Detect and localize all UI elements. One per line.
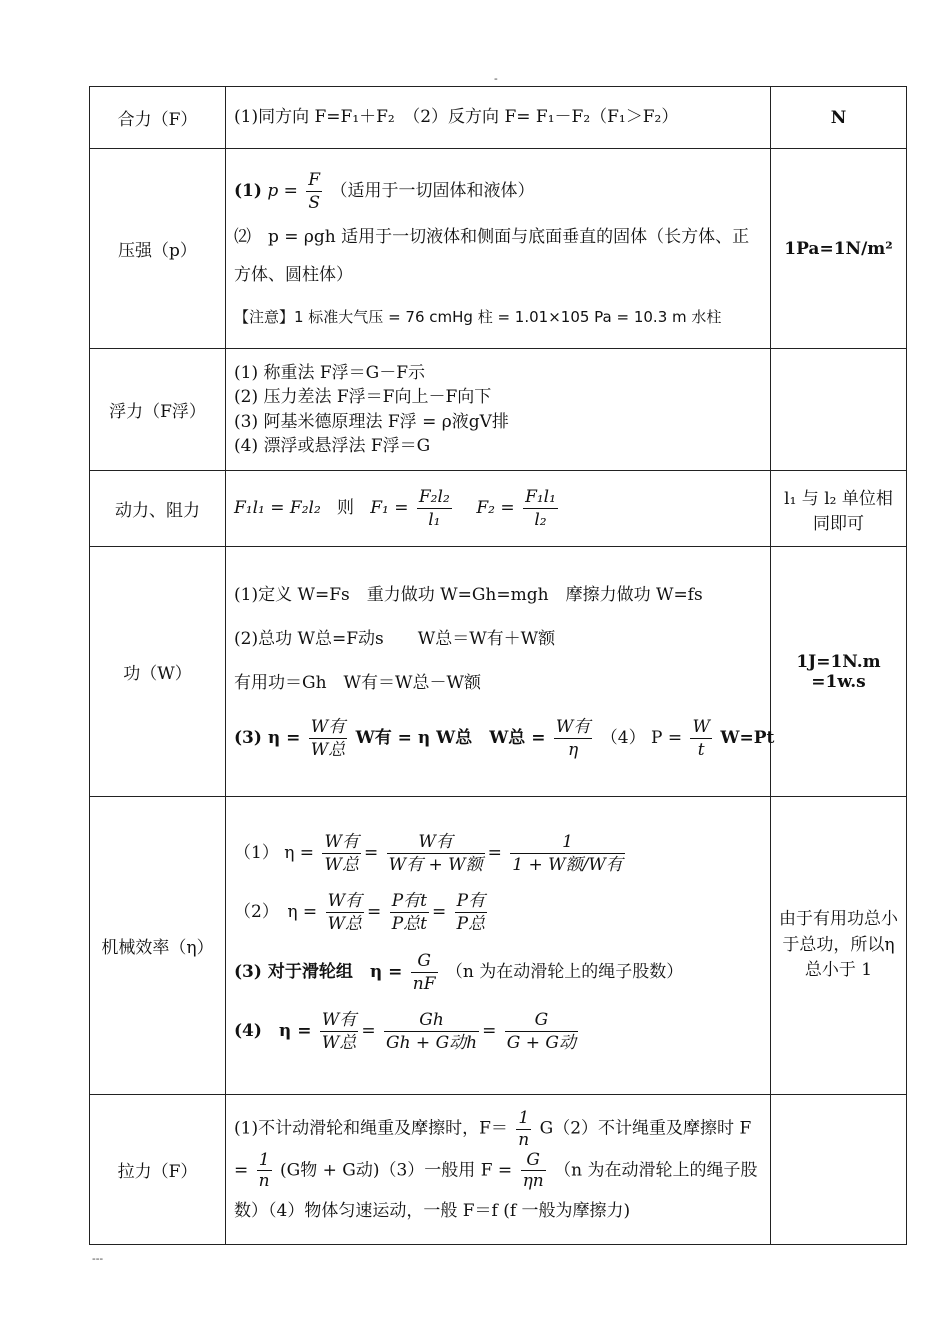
fraction-numerator: W有 — [322, 831, 360, 854]
row-formula — [226, 471, 771, 547]
row-unit — [771, 547, 907, 797]
unit-line: =1w.s — [811, 671, 866, 692]
table-row — [90, 1095, 907, 1245]
formula-text: W有 = η W总 W总 = — [355, 728, 546, 749]
fraction-numerator: W有 — [326, 890, 364, 913]
fraction-denominator: nF — [412, 973, 436, 994]
formula-note: （适用于一切固体和液体） — [330, 181, 535, 202]
formula-then: 则 — [337, 498, 354, 518]
fraction — [690, 716, 711, 761]
formula-line: ⑵ p = ρgh 适用于一切液体和侧面与底面垂直的固体（长方体、正方体、圆柱体） — [234, 227, 750, 286]
fraction — [411, 950, 438, 995]
table-row — [90, 797, 907, 1095]
fraction — [309, 716, 347, 761]
fraction — [521, 1150, 546, 1192]
formula-line — [234, 169, 762, 214]
formula-line — [234, 716, 775, 761]
fraction-denominator: W总 — [327, 914, 363, 935]
table-row — [90, 87, 907, 149]
fraction-numerator: W有 — [554, 716, 592, 739]
formula-line: (1)定义 W=Fs 重力做功 W=Gh=mgh 摩擦力做功 W=fs — [234, 584, 703, 605]
row-unit: 1Pa=1N/m² — [771, 149, 907, 349]
fraction — [455, 890, 487, 935]
row-formula — [226, 797, 771, 1095]
formula-label: （1） η = — [234, 843, 315, 864]
formula-main: F₁l₁ = F₂l₂ — [234, 498, 321, 518]
table-row — [90, 547, 907, 797]
formula-line — [234, 486, 762, 531]
formula-label: (4) η = — [234, 1020, 312, 1041]
fraction-numerator: W有 — [387, 831, 485, 854]
fraction — [306, 169, 322, 214]
fraction — [554, 716, 592, 761]
fraction — [505, 1009, 578, 1054]
fraction — [417, 486, 452, 531]
fraction — [326, 890, 364, 935]
fraction — [390, 890, 429, 935]
formula-line: (4) η = $\frac{\text{W有}}{\text{W总}}$ = $\frac{Gh}{\text{Gh + G动h}}$ = $\frac{G}{\text{G + G动}}$ — [234, 1009, 576, 1053]
fraction-denominator: S — [308, 193, 320, 214]
fraction-denominator: η — [568, 740, 579, 761]
formula-line: (2)总功 W总=F动s W总＝W有＋W额 — [234, 628, 556, 649]
formula-line — [234, 950, 762, 995]
row-formula — [226, 1095, 771, 1245]
fraction-numerator: 1 — [510, 831, 625, 854]
formula-line: (2) 压力差法 F浮＝F向上－F向下 — [234, 387, 492, 408]
fraction-numerator: G — [521, 1150, 546, 1171]
row-formula — [226, 547, 775, 797]
fraction — [510, 831, 625, 876]
fraction-numerator: W有 — [309, 716, 347, 739]
row-name: 机械效率（η） — [90, 797, 226, 1095]
row-formula — [226, 149, 771, 349]
fraction — [257, 1150, 272, 1192]
fraction-denominator: t — [697, 740, 705, 761]
formula-text: (G物 + G动)（3）一般用 F = — [280, 1160, 513, 1181]
row-name: 动力、阻力 — [90, 471, 226, 547]
fraction — [384, 1009, 479, 1054]
formula-text: （4） P = — [600, 728, 683, 749]
fraction-numerator: F₁l₁ — [523, 486, 558, 509]
formula-text: G（2）不计绳重及摩擦时 F = — [234, 1118, 752, 1181]
row-unit — [771, 349, 907, 471]
fraction — [523, 486, 558, 531]
row-unit: N — [771, 87, 907, 149]
formula-line: （2） η = $\frac{\text{W有}}{\text{W总}}$ = $\frac{\text{P有t}}{\text{P总t}}$ = $\frac{\text{P有}}{\text{P总}}$ — [234, 891, 486, 935]
row-unit — [771, 1095, 907, 1245]
row-name: 功（W） — [90, 547, 226, 797]
fraction-denominator: W有 + W额 — [388, 855, 483, 876]
formula-label: (3) η = — [234, 728, 301, 749]
fraction-denominator: l₁ — [428, 510, 441, 530]
formula-lhs: p = — [267, 181, 298, 202]
fraction-denominator: l₂ — [534, 510, 547, 530]
fraction-numerator: G — [505, 1009, 578, 1032]
formula-line: （1） η = $\frac{\text{W有}}{\text{W总}}$ = $\frac{\text{W有}}{\text{W有 + W额}}$ = $\frac{1}{\text{1 + W额/W有}}$ — [234, 832, 623, 876]
formula-label: （2） η = — [234, 902, 318, 923]
row-name: 合力（F） — [90, 87, 226, 149]
fraction-numerator: F — [306, 169, 322, 192]
fraction-numerator: G — [411, 950, 438, 973]
row-formula — [226, 349, 771, 471]
fraction — [320, 1009, 358, 1054]
table-row — [90, 149, 907, 349]
formula-line: (1) 称重法 F浮＝G－F示 — [234, 363, 426, 384]
formula-lhs: F₂ = — [476, 498, 515, 518]
fraction-denominator: n — [518, 1129, 530, 1150]
fraction-denominator: Gh + G动h — [386, 1032, 478, 1053]
fraction-denominator: W总 — [321, 1032, 357, 1053]
formula-note: 【注意】1 标准大气压 = 76 cmHg 柱 = 1.01×105 Pa = 10.3 m 水柱 — [234, 308, 722, 327]
row-name: 压强（p） — [90, 149, 226, 349]
fraction-numerator: P有 — [455, 890, 487, 913]
formula-line: 有用功＝Gh W有＝W总－W额 — [234, 672, 481, 693]
row-unit: l₁ 与 l₂ 单位相同即可 — [771, 471, 907, 547]
formula-line: (1)同方向 F=F₁＋F₂ （2）反方向 F= F₁－F₂（F₁＞F₂） — [234, 107, 679, 128]
fraction-denominator: ηn — [522, 1171, 544, 1192]
fraction-numerator: W — [690, 716, 711, 739]
row-formula — [226, 87, 771, 149]
formula-text: W=Pt — [720, 728, 775, 749]
row-unit: 由于有用功总小于总功，所以η总小于 1 — [771, 797, 907, 1095]
physics-formula-table — [89, 86, 907, 1245]
fraction-denominator: P总 — [456, 914, 486, 935]
fraction-numerator: 1 — [516, 1108, 531, 1129]
unit-line: 1J=1N.m — [796, 651, 881, 672]
fraction-denominator: 1 + W额/W有 — [512, 855, 623, 876]
fraction-denominator: P总t — [391, 914, 427, 935]
formula-line: (3) 阿基米德原理法 F浮 = ρ液gV排 — [234, 411, 509, 432]
fraction-numerator: P有t — [390, 890, 429, 913]
fraction-denominator: W总 — [324, 855, 359, 876]
formula-number: (1) — [234, 181, 262, 202]
fraction — [322, 831, 360, 876]
table-row — [90, 471, 907, 547]
page-header-mark: - — [494, 72, 498, 85]
fraction-numerator: W有 — [320, 1009, 358, 1032]
fraction-denominator: n — [258, 1171, 270, 1192]
row-name: 拉力（F） — [90, 1095, 226, 1245]
fraction-numerator: Gh — [384, 1009, 479, 1032]
fraction — [387, 831, 485, 876]
page-footer-mark: --- — [92, 1252, 104, 1265]
fraction — [516, 1108, 531, 1150]
formula-line: (4) 漂浮或悬浮法 F浮＝G — [234, 435, 431, 456]
fraction-numerator: F₂l₂ — [417, 486, 452, 509]
formula-text: (1)不计动滑轮和绳重及摩擦时，F＝ — [234, 1118, 508, 1139]
formula-label: (3) 对于滑轮组 η = — [234, 961, 403, 982]
fraction-numerator: 1 — [257, 1150, 272, 1171]
fraction-denominator: W总 — [310, 740, 346, 761]
row-name: 浮力（F浮） — [90, 349, 226, 471]
table-row — [90, 349, 907, 471]
fraction-denominator: G + G动 — [506, 1032, 576, 1053]
formula-lhs: F₁ = — [370, 498, 409, 518]
formula-note: （n 为在动滑轮上的绳子股数） — [445, 961, 684, 982]
formula-text: （n 为在动滑轮上的绳子股数）（4）物体匀速运动，一般 F＝f (f 一般为摩擦力) — [234, 1160, 758, 1221]
